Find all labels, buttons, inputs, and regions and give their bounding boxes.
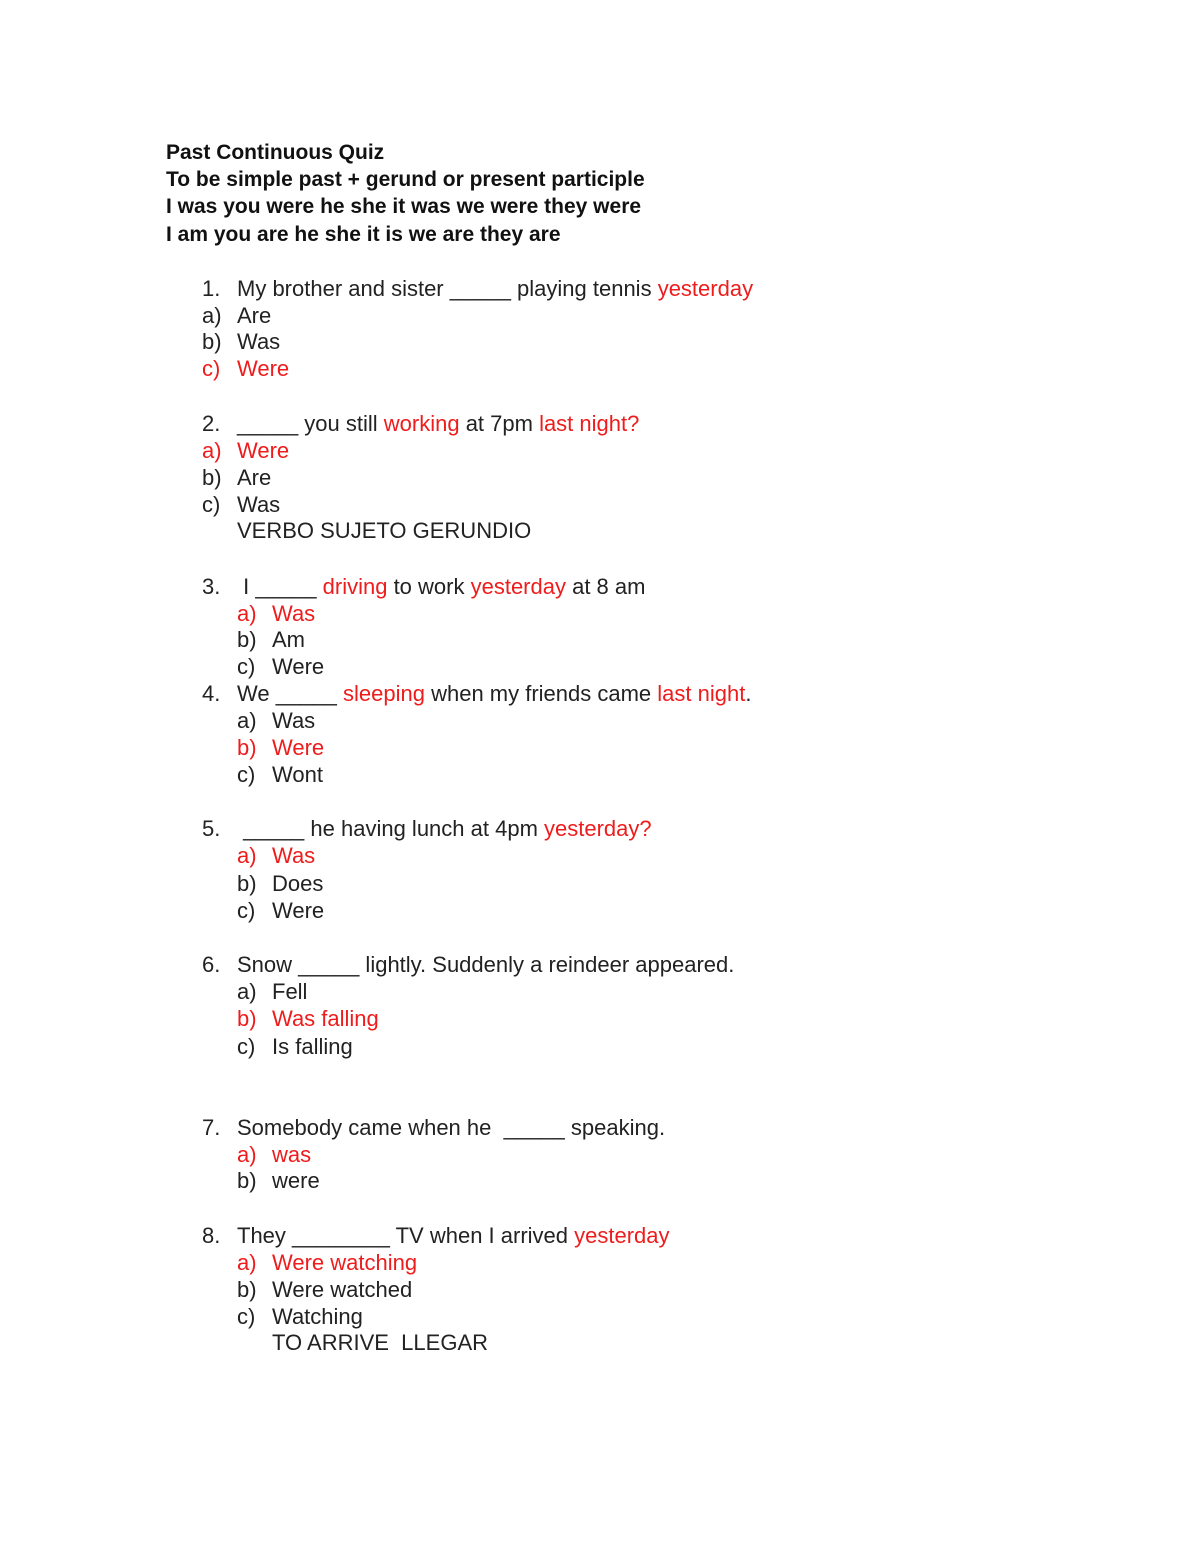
option-text: Were (272, 898, 325, 923)
header-line: I am you are he she it is we are they are (166, 223, 561, 246)
option-label: a) (202, 303, 222, 328)
option-label: c) (202, 356, 221, 381)
option-text: Was falling (272, 1006, 379, 1031)
stem-text: My brother and sister _____ playing tennis (237, 276, 658, 301)
option-text: Is falling (272, 1034, 353, 1059)
option-label: b) (202, 329, 222, 354)
stem-text: at 7pm (459, 411, 540, 436)
question-number: 1. (202, 276, 221, 301)
highlighted-keyword: driving (322, 574, 388, 599)
option-text: was (272, 1142, 312, 1167)
highlighted-keyword: sleeping (343, 681, 425, 706)
question-number: 6. (202, 952, 221, 977)
question-number: 8. (202, 1223, 221, 1248)
option-label: a) (237, 1250, 257, 1275)
option-label: c) (237, 762, 256, 787)
stem-text: _____ you still (237, 411, 384, 436)
option-label: a) (237, 708, 257, 733)
question-number: 2. (202, 411, 221, 436)
stem-text: Snow _____ lightly. Suddenly a reindeer appeared. (237, 952, 735, 977)
stem-text: when my friends came (424, 681, 658, 706)
stem-text: Somebody came when he _____ speaking. (237, 1115, 666, 1140)
highlighted-keyword: yesterday (574, 1223, 670, 1248)
question-text (237, 952, 734, 978)
question-text (237, 1115, 665, 1141)
highlighted-keyword: yesterday (470, 574, 566, 599)
option-label: c) (202, 492, 221, 517)
option-text: Was (237, 492, 281, 517)
question-number: 3. (202, 574, 221, 599)
stem-text: at 8 am (565, 574, 646, 599)
option-label: b) (237, 1006, 257, 1031)
question-text (237, 276, 753, 302)
question-note: VERBO SUJETO GERUNDIO (237, 518, 532, 543)
question-number: 7. (202, 1115, 221, 1140)
option-text: Fell (272, 979, 308, 1004)
option-text: Wont (272, 762, 323, 787)
option-text: Are (237, 465, 272, 490)
option-label: c) (237, 898, 256, 923)
quiz-title: Past Continuous Quiz (166, 141, 385, 164)
question-text (237, 411, 639, 437)
option-text: Watching (272, 1304, 363, 1329)
option-text: Were watching (272, 1250, 418, 1275)
option-text: Was (237, 329, 281, 354)
highlighted-keyword: working (383, 411, 460, 436)
option-label: c) (237, 654, 256, 679)
option-label: a) (237, 843, 257, 868)
option-text: Was (272, 843, 316, 868)
stem-text: . (745, 681, 752, 706)
header-line: To be simple past + gerund or present participle (166, 168, 645, 191)
highlighted-keyword: yesterday (657, 276, 754, 301)
stem-text: They ________ TV when I arrived (237, 1223, 575, 1248)
question-number: 4. (202, 681, 221, 706)
option-text: Am (272, 627, 305, 652)
question-text (237, 1223, 670, 1249)
highlighted-keyword: last night (657, 681, 746, 706)
option-label: b) (237, 627, 257, 652)
question-text (237, 681, 751, 707)
stem-text: I _____ (237, 574, 323, 599)
option-label: a) (237, 979, 257, 1004)
option-label: c) (237, 1304, 256, 1329)
question-note: TO ARRIVE LLEGAR (272, 1330, 489, 1355)
option-label: a) (237, 601, 257, 626)
option-label: a) (202, 438, 222, 463)
stem-text: to work (387, 574, 471, 599)
stem-text: _____ he having lunch at 4pm (237, 816, 545, 841)
stem-text: We _____ (237, 681, 344, 706)
question-text (237, 574, 645, 600)
option-label: a) (237, 1142, 257, 1167)
highlighted-keyword: last night? (539, 411, 640, 436)
highlighted-keyword: yesterday? (544, 816, 652, 841)
option-label: c) (237, 1034, 256, 1059)
question-text (237, 816, 652, 842)
header-line: I was you were he she it was we were they were (166, 195, 642, 218)
option-text: Was (272, 601, 316, 626)
option-label: b) (237, 735, 257, 760)
option-text: Were (272, 654, 325, 679)
option-label: b) (202, 465, 222, 490)
option-label: b) (237, 871, 257, 896)
option-label: b) (237, 1277, 257, 1302)
option-text: Was (272, 708, 316, 733)
option-text: were (272, 1168, 320, 1193)
question-number: 5. (202, 816, 221, 841)
option-text: Are (237, 303, 272, 328)
option-text: Does (272, 871, 324, 896)
option-text: Were (237, 356, 290, 381)
option-text: Were (272, 735, 325, 760)
option-text: Were watched (272, 1277, 413, 1302)
option-text: Were (237, 438, 290, 463)
option-label: b) (237, 1168, 257, 1193)
